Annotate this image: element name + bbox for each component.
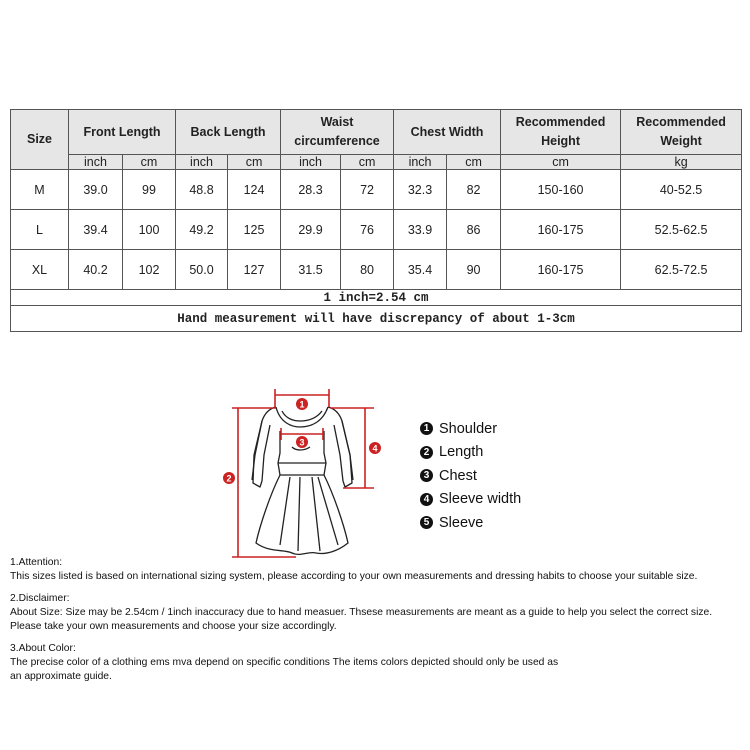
svg-text:3: 3 [299,437,305,448]
cell: 50.0 [176,250,228,290]
unit-cell: inch [69,155,123,170]
cell: 32.3 [394,170,447,210]
disclaimer-section [10,592,745,634]
cell: 90 [447,250,501,290]
cell: 29.9 [281,210,341,250]
cell: 35.4 [394,250,447,290]
number-4-icon: 4 [420,493,433,506]
size-chart-table [10,109,742,332]
cell: 48.8 [176,170,228,210]
svg-text:4: 4 [372,443,378,454]
legend-label: Chest [439,467,477,484]
header-row [11,110,742,155]
unit-cell: cm [501,155,621,170]
unit-cell: kg [621,155,742,170]
unit-cell: cm [123,155,176,170]
cell: 39.0 [69,170,123,210]
table-row [11,250,742,290]
legend-item-sleeve-width [420,488,521,512]
note-row-conversion [11,290,742,306]
cell: 40-52.5 [621,170,742,210]
legend-item-shoulder [420,417,521,441]
disclaimer-title: 2.Disclaimer: [10,593,70,604]
unit-cell: cm [447,155,501,170]
color-text: The precise color of a clothing ems mva depend on specific conditions The items colors depicted should only be used as [10,657,559,668]
cell: 33.9 [394,210,447,250]
legend-label: Sleeve [439,514,484,531]
conversion-note: 1 inch=2.54 cm [11,290,742,306]
header-front-length: Front Length [69,110,176,155]
unit-cell: inch [281,155,341,170]
unit-cell: cm [341,155,394,170]
cell: 102 [123,250,176,290]
dress-illustration-icon [200,375,400,565]
color-section [10,642,745,684]
legend-item-chest [420,464,521,488]
units-row [11,155,742,170]
attention-section [10,556,745,584]
cell: 150-160 [501,170,621,210]
cell: 62.5-72.5 [621,250,742,290]
disclaimer-text: About Size: Size may be 2.54cm / 1inch inaccuracy due to hand measuer. Thsese measurements are meant as a guide to help you select the correct size. [10,607,713,618]
cell: 76 [341,210,394,250]
cell: 124 [228,170,281,210]
size-cell: M [11,170,69,210]
header-chest-width: Chest Width [394,110,501,155]
header-rec-height: Recommended Height [501,110,621,155]
measurement-legend [420,417,521,535]
attention-text: This sizes listed is based on international sizing system, please according to your own measurements and dressing habits to choose your suitable size. [10,571,698,582]
cell: 127 [228,250,281,290]
cell: 39.4 [69,210,123,250]
legend-item-length [420,441,521,465]
cell: 49.2 [176,210,228,250]
dress-measurement-diagram [200,375,400,565]
table-row [11,170,742,210]
legend-label: Sleeve width [439,491,522,508]
header-waist: Waist circumference [281,110,394,155]
cell: 99 [123,170,176,210]
svg-text:2: 2 [226,473,232,484]
unit-cell: inch [394,155,447,170]
cell: 160-175 [501,210,621,250]
color-title: 3.About Color: [10,643,76,654]
number-5-icon: 5 [420,516,433,529]
notes-section [10,556,745,692]
number-2-icon: 2 [420,446,433,459]
discrepancy-note: Hand measurement will have discrepancy of about 1-3cm [11,306,742,332]
legend-item-sleeve [420,511,521,535]
table-row [11,210,742,250]
cell: 125 [228,210,281,250]
cell: 86 [447,210,501,250]
unit-cell: cm [228,155,281,170]
cell: 31.5 [281,250,341,290]
cell: 82 [447,170,501,210]
cell: 100 [123,210,176,250]
header-rec-weight: Recommended Weight [621,110,742,155]
cell: 160-175 [501,250,621,290]
header-back-length: Back Length [176,110,281,155]
legend-label: Length [439,444,484,461]
number-1-icon: 1 [420,422,433,435]
size-cell: XL [11,250,69,290]
svg-text:1: 1 [299,399,305,410]
legend-label: Shoulder [439,420,498,437]
header-size: Size [11,110,69,170]
attention-title: 1.Attention: [10,557,63,568]
size-cell: L [11,210,69,250]
number-3-icon: 3 [420,469,433,482]
cell: 52.5-62.5 [621,210,742,250]
diagram-markers [223,398,381,484]
cell: 28.3 [281,170,341,210]
note-row-discrepancy [11,306,742,332]
cell: 40.2 [69,250,123,290]
cell: 72 [341,170,394,210]
disclaimer-text-2: Please take your own measurements and choose your size accordingly. [10,621,337,632]
cell: 80 [341,250,394,290]
unit-cell: inch [176,155,228,170]
color-text-2: an approximate guide. [10,671,112,682]
